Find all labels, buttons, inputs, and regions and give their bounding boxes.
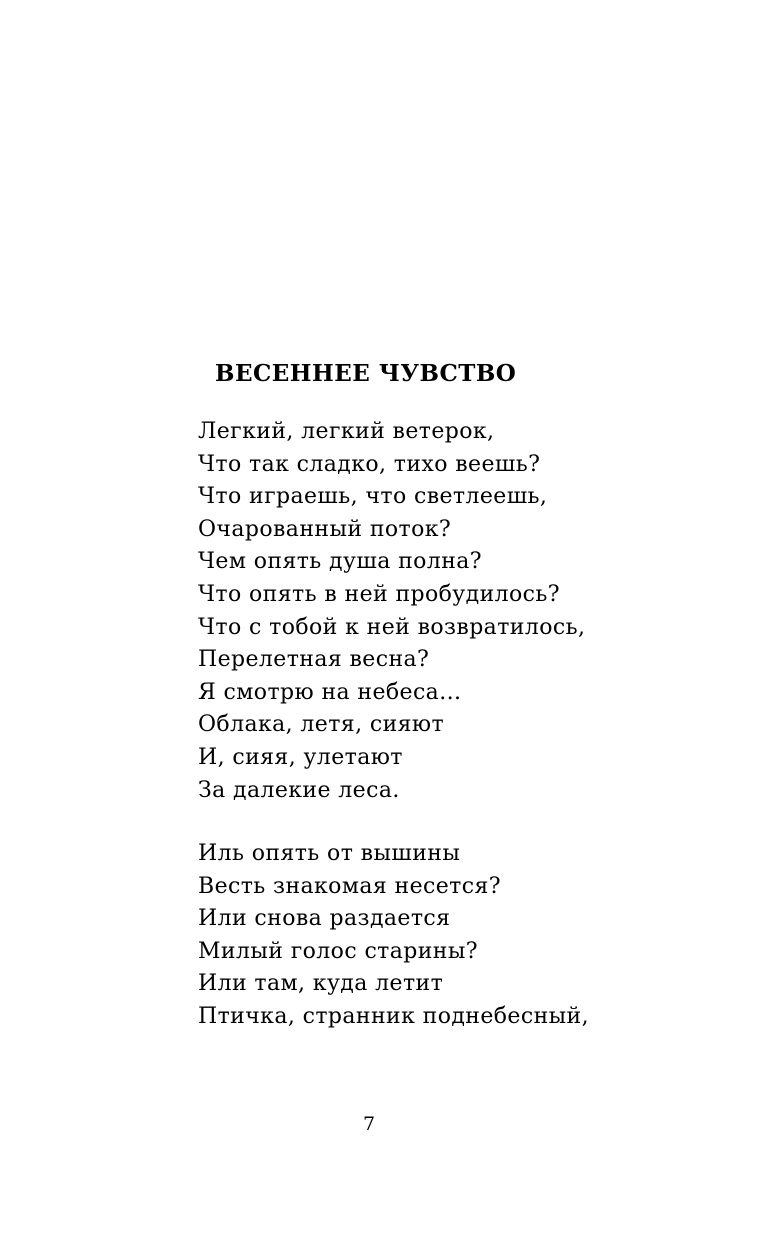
stanza-1 <box>198 416 585 807</box>
verse-line: Что опять в ней пробудилось? <box>198 581 560 607</box>
verse-line: Перелетная весна? <box>198 647 430 673</box>
verse-line: Я смотрю на небеса... <box>198 679 462 705</box>
verse-line: За далекие леса. <box>198 777 400 803</box>
verse-line: Что так сладко, тихо веешь? <box>198 451 541 477</box>
verse-line: Что с тобой к ней возвратилось, <box>198 614 586 640</box>
poem-title: ВЕСЕННЕЕ ЧУВСТВО <box>215 360 517 387</box>
verse-line: Весть знакомая несется? <box>198 873 501 899</box>
verse-line: Птичка, странник поднебесный, <box>198 1003 589 1029</box>
verse-line: Милый голос старины? <box>198 938 478 964</box>
verse-line: И, сияя, улетают <box>198 744 403 770</box>
verse-line: Легкий, легкий ветерок, <box>198 419 495 444</box>
page-number: 7 <box>362 1113 376 1135</box>
verse-line: Облака, летя, сияют <box>198 712 445 738</box>
verse-line: Или снова раздается <box>198 906 451 932</box>
stanza-2 <box>198 838 589 1034</box>
verse-line: Чем опять душа полна? <box>198 549 482 575</box>
verse-line: Что играешь, что светлеешь, <box>198 484 548 510</box>
verse-line: Очарованный поток? <box>198 516 452 542</box>
verse-line: Иль опять от вышины <box>198 841 461 866</box>
verse-line: Или там, куда летит <box>198 971 444 997</box>
